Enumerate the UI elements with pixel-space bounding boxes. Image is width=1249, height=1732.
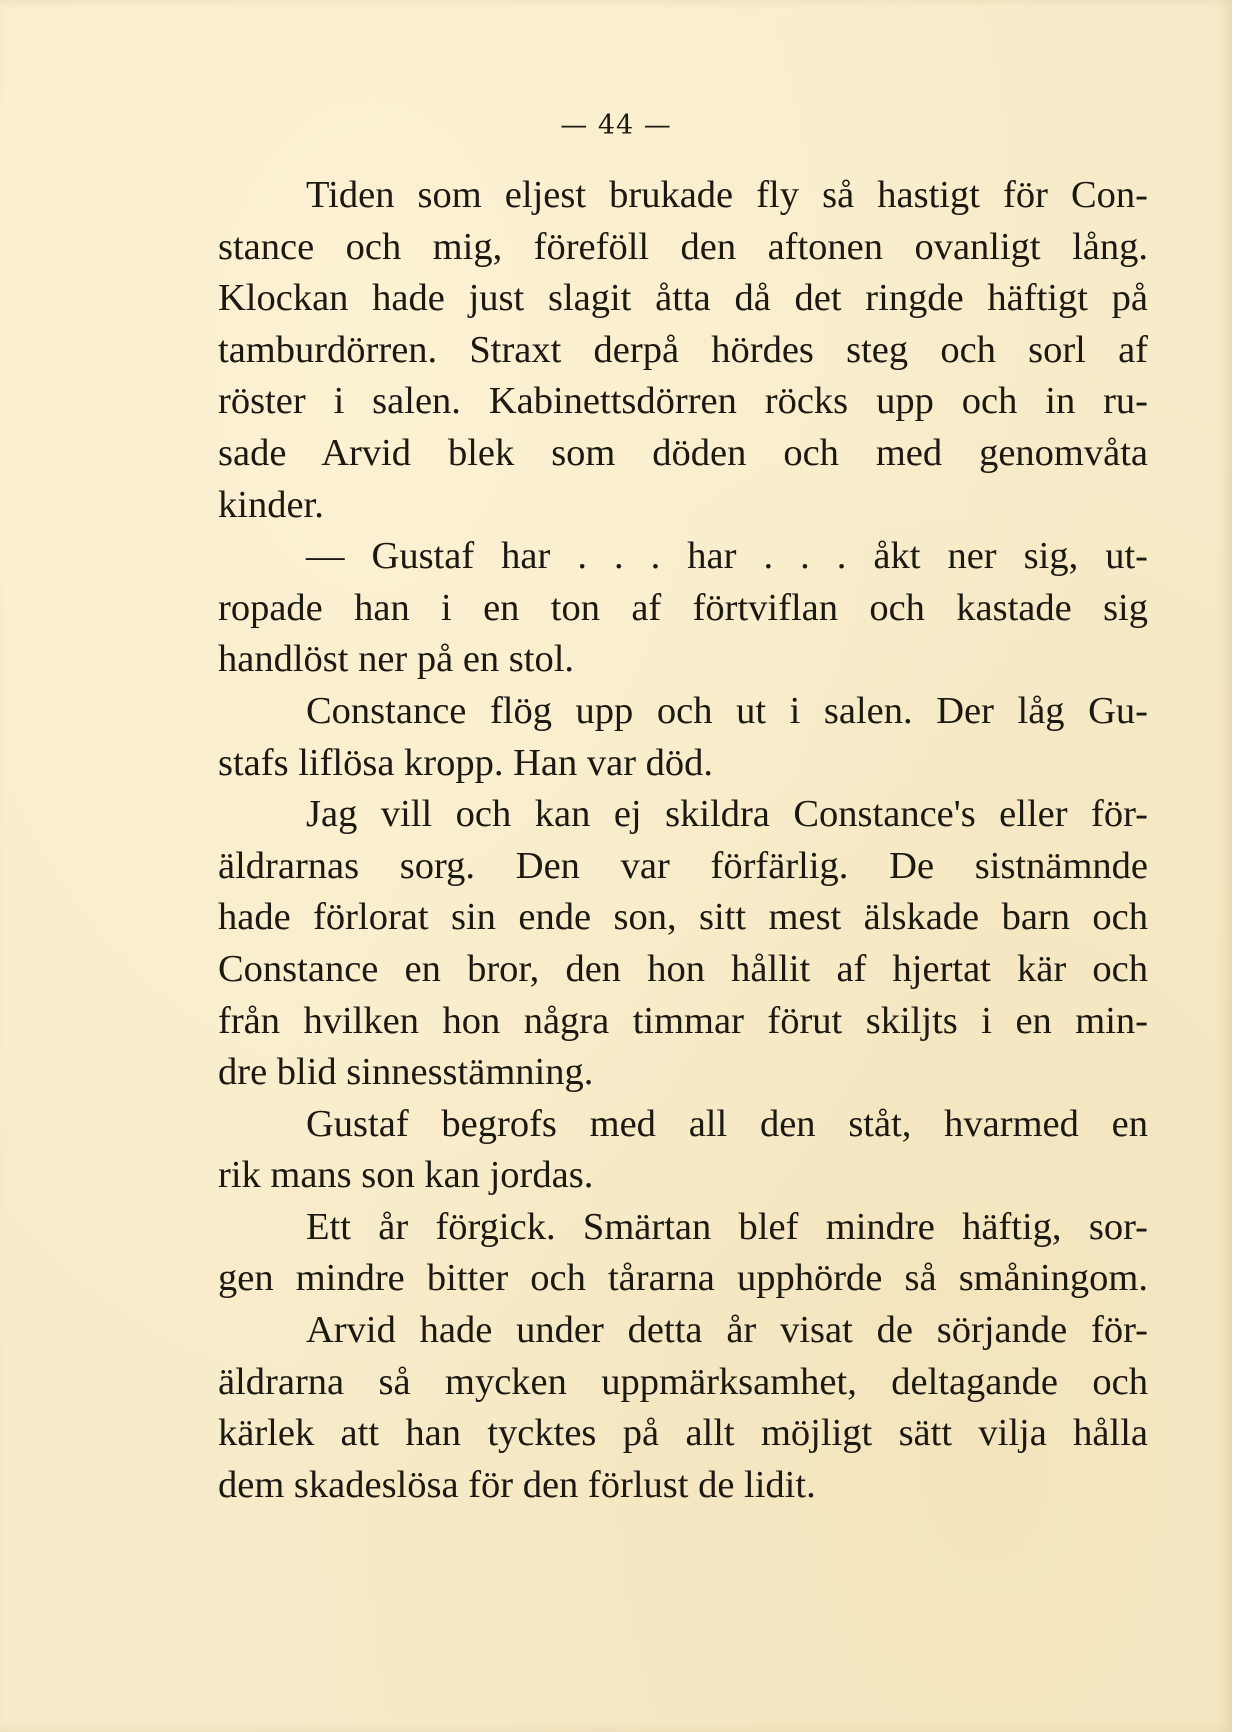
text-line: sade Arvid blek som döden och med genomvåta bbox=[218, 431, 1148, 474]
text-line: kärlek att han tycktes på allt möjligt sätt vilja hålla bbox=[218, 1412, 1148, 1455]
text-line: Constance en bror, den hon hållit af hjertat kär och bbox=[218, 947, 1148, 990]
paragraph bbox=[218, 686, 1148, 789]
text-line: Klockan hade just slagit åtta då det ringde häftigt på bbox=[218, 277, 1148, 320]
text-line: Tiden som eljest brukade fly så hastigt för Con- bbox=[306, 174, 1148, 216]
text-line: hade förlorat sin ende son, sitt mest älskade barn och bbox=[218, 896, 1148, 939]
text-line: stance och mig, föreföll den aftonen ovanligt lång. bbox=[218, 225, 1148, 268]
text-line: dem skadeslösa för den förlust de lidit. bbox=[218, 1463, 816, 1506]
text-line: äldrarna så mycken uppmärksamhet, deltagande och bbox=[218, 1360, 1148, 1403]
text-line: från hvilken hon några timmar förut skiljts i en min- bbox=[218, 999, 1148, 1042]
paragraph bbox=[218, 1202, 1148, 1305]
text-line: rik mans son kan jordas. bbox=[218, 1154, 594, 1197]
page-number: — 44 — bbox=[560, 110, 672, 141]
text-line: — Gustaf har . . . har . . . åkt ner sig, ut- bbox=[306, 535, 1148, 578]
text-line: ropade han i en ton af förtviflan och kastade sig bbox=[218, 586, 1148, 629]
text-line: Ett år förgick. Smärtan blef mindre häftig, sor- bbox=[306, 1205, 1148, 1248]
text-line: kinder. bbox=[218, 483, 324, 526]
text-line: röster i salen. Kabinettsdörren röcks upp och in ru- bbox=[218, 380, 1148, 423]
text-line: gen mindre bitter och tårarna upphörde så småningom. bbox=[218, 1257, 1148, 1300]
text-line: dre blid sinnesstämning. bbox=[218, 1051, 594, 1094]
text-line: tamburdörren. Straxt derpå hördes steg och sorl af bbox=[218, 328, 1148, 371]
paragraph bbox=[218, 789, 1148, 1099]
text-line: Jag vill och kan ej skildra Constance's eller för- bbox=[306, 793, 1148, 836]
text-line: stafs liflösa kropp. Han var död. bbox=[218, 741, 714, 784]
paragraph bbox=[218, 1099, 1148, 1202]
text-line: Gustaf begrofs med all den ståt, hvarmed en bbox=[306, 1102, 1148, 1145]
text-line: Constance flög upp och ut i salen. Der låg Gu- bbox=[306, 689, 1148, 732]
body-text bbox=[218, 170, 1148, 1511]
paragraph bbox=[218, 531, 1148, 686]
paragraph bbox=[218, 1305, 1148, 1511]
text-line: Arvid hade under detta år visat de sörjande för- bbox=[306, 1309, 1148, 1352]
text-line: äldrarnas sorg. Den var förfärlig. De sistnämnde bbox=[218, 844, 1148, 887]
text-line: handlöst ner på en stol. bbox=[218, 638, 575, 681]
paragraph bbox=[218, 170, 1148, 531]
